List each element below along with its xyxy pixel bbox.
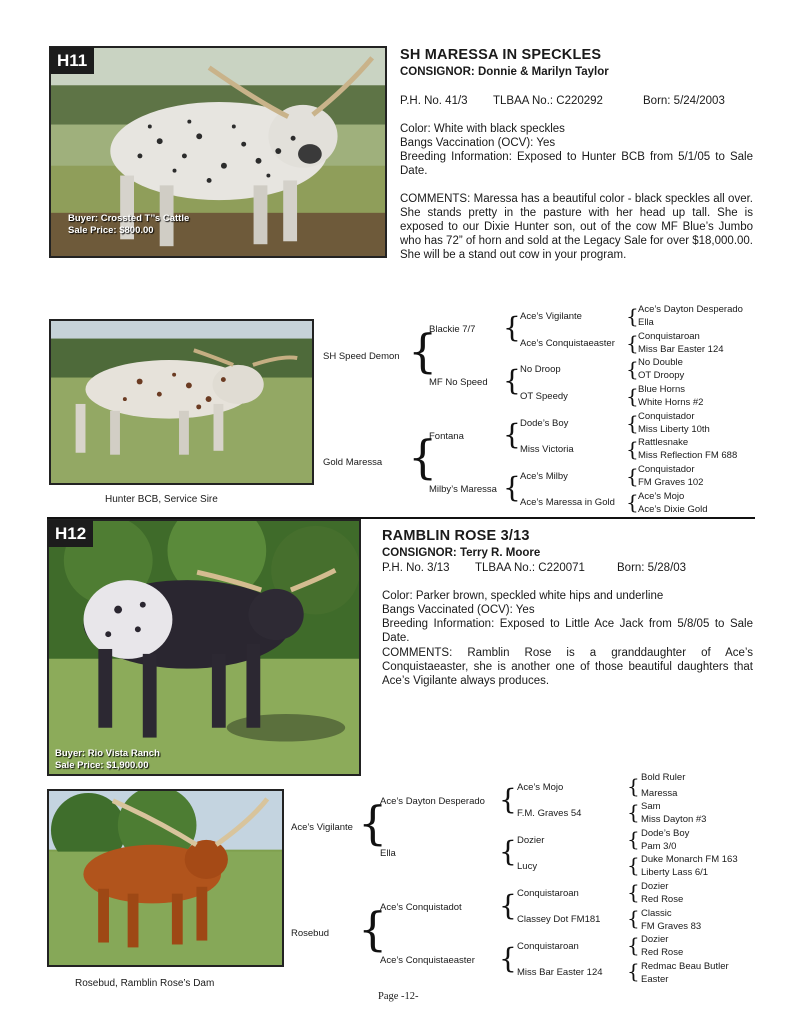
h11-brace-g3-2: {: [626, 357, 639, 381]
h11-ped-g3-5: Miss Victoria: [520, 444, 574, 455]
h12-ped-g4-10: Classic: [641, 908, 672, 919]
h12-ped-g4-1: Maressa: [641, 788, 678, 799]
h11-ped-g3-2: No Droop: [520, 364, 561, 375]
h11-ped-g4-10: Rattlesnake: [638, 437, 689, 448]
h11-consignor: CONSIGNOR: Donnie & Marilyn Taylor: [400, 66, 609, 78]
h11-ped-g4-5: OT Droopy: [638, 370, 685, 381]
h12-lot-badge: H12: [48, 520, 93, 547]
h12-brace-g2-2: {: [499, 889, 517, 922]
h11-ped-g2-2: Fontana: [429, 431, 464, 442]
h11-brace-g2-2: {: [503, 418, 521, 451]
h11-title: SH MARESSA IN SPECKLES: [400, 47, 602, 63]
h11-ped-g2-3: Milby’s Maressa: [429, 484, 497, 495]
h12-color: Color: Parker brown, speckled white hips and underline: [382, 590, 664, 602]
h12-ped-g4-9: Red Rose: [641, 894, 684, 905]
h12-brace-g3-0: {: [627, 774, 640, 798]
h11-brace-g2-3: {: [503, 471, 521, 504]
h12-ped-g3-0: Ace’s Mojo: [517, 782, 564, 793]
h12-ped-g4-11: FM Graves 83: [641, 921, 702, 932]
hunter-bcb-caption: Hunter BCB, Service Sire: [105, 494, 218, 505]
h12-ped-g2-2: Ace’s Conquistadot: [380, 902, 462, 913]
h12-ped-g2-1: Ella: [380, 848, 396, 859]
h11-ped-g1-1: Gold Maressa: [323, 457, 383, 468]
h12-ped-g3-6: Conquistaroan: [517, 941, 579, 952]
h12-consignor: CONSIGNOR: Terry R. Moore: [382, 547, 541, 559]
h12-ped-g3-5: Classey Dot FM181: [517, 914, 601, 925]
h12-ped-g3-7: Miss Bar Easter 124: [517, 967, 603, 978]
page-number: Page -12-: [378, 991, 419, 1002]
h11-brace-g1-top: {: [408, 324, 438, 378]
h11-brace-g3-7: {: [626, 490, 639, 514]
h12-comments: COMMENTS: Ramblin Rose is a granddaughter of Ace’s Conquistaeaster, she is another one of those beautiful daughters that Ace’s Vigilante always produces.: [382, 647, 753, 687]
h12-ped-g4-15: Easter: [641, 974, 669, 985]
h11-ped-g4-2: Conquistaroan: [638, 331, 700, 342]
h12-ped-g4-3: Miss Dayton #3: [641, 814, 707, 825]
h11-ped-g3-3: OT Speedy: [520, 391, 568, 402]
h12-buyer: Buyer: Rio Vista Ranch: [55, 748, 160, 759]
h11-ped-g4-12: Conquistador: [638, 464, 695, 475]
h12-ped-g4-5: Pam 3/0: [641, 841, 677, 852]
h11-ped-g1-0: SH Speed Demon: [323, 351, 400, 362]
h12-breeding-info: Breeding Information: Exposed to Little Ace Jack from 5/8/05 to Sale Date.: [382, 618, 753, 644]
h12-ped-g3-4: Conquistaroan: [517, 888, 579, 899]
h11-brace-g3-6: {: [626, 464, 639, 488]
h12-ped-g1-1: Rosebud: [291, 928, 330, 939]
h12-brace-g3-4: {: [627, 880, 640, 904]
h12-brace-g3-6: {: [627, 933, 640, 957]
h11-brace-g3-1: {: [626, 331, 639, 355]
h12-ped-g4-4: Dode’s Boy: [641, 828, 690, 839]
hunter-bcb-photo-image: [51, 321, 312, 483]
h12-brace-g3-5: {: [627, 906, 640, 930]
h11-ph-number: P.H. No. 41/3: [400, 95, 468, 107]
h11-ped-g4-4: No Double: [638, 357, 683, 368]
h11-ped-g4-15: Ace’s Dixie Gold: [638, 504, 708, 515]
h12-ph-number: P.H. No. 3/13: [382, 562, 450, 574]
h11-ped-g4-7: White Horns #2: [638, 397, 704, 408]
h11-tlbaa-number: TLBAA No.: C220292: [493, 95, 603, 107]
rosebud-caption: Rosebud, Ramblin Rose’s Dam: [75, 978, 215, 989]
h11-ped-g4-13: FM Graves 102: [638, 477, 704, 488]
h11-brace-g3-4: {: [626, 411, 639, 435]
h11-ped-g4-9: Miss Liberty 10th: [638, 424, 710, 435]
h11-buyer: Buyer: Crossted T’’s Cattle: [68, 213, 190, 224]
h11-breeding-info: Breeding Information: Exposed to Hunter BCB from 5/1/05 to Sale Date.: [400, 151, 753, 177]
h12-born: Born: 5/28/03: [617, 562, 687, 574]
rosebud-photo: [47, 789, 284, 967]
h12-ped-g4-13: Red Rose: [641, 947, 684, 958]
h11-ped-g4-3: Miss Bar Easter 124: [638, 344, 724, 355]
h12-ped-g4-0: Bold Ruler: [641, 772, 686, 783]
h11-comments: COMMENTS: Maressa has a beautiful color - black speckles all over. She stands pretty in the pasture with her head up tall. She is exposed to our Dixie Hunter son, out of the cow MF Blue’s Jumbo who has 72” of horn and sold at the Legacy Sale for over $18,000.00. She will be a stand out cow in your program.: [400, 193, 753, 261]
h12-ped-g1-0: Ace’s Vigilante: [291, 822, 353, 833]
h11-ped-g2-1: MF No Speed: [429, 377, 488, 388]
h11-brace-g1-bottom: {: [408, 430, 438, 484]
h11-brace-g3-3: {: [626, 384, 639, 408]
h11-brace-g2-0: {: [503, 311, 521, 344]
h11-ped-g3-4: Dode’s Boy: [520, 418, 569, 429]
h12-brace-g1-top: {: [358, 796, 388, 850]
h12-ped-g4-6: Duke Monarch FM 163: [641, 854, 738, 865]
h12-ped-g2-0: Ace’s Dayton Desperado: [380, 796, 485, 807]
hunter-bcb-photo: [49, 319, 314, 485]
h12-ped-g4-2: Sam: [641, 801, 661, 812]
h11-color: Color: White with black speckles: [400, 123, 565, 135]
h12-brace-g1-bottom: {: [358, 902, 388, 956]
h12-brace-g3-3: {: [627, 853, 640, 877]
h11-bangs: Bangs Vaccination (OCV): Yes: [400, 137, 556, 149]
h12-cow-photo: [47, 519, 361, 776]
h12-ped-g2-3: Ace’s Conquistaeaster: [380, 955, 475, 966]
h11-ped-g4-14: Ace’s Mojo: [638, 491, 685, 502]
h12-ped-g3-3: Lucy: [517, 861, 538, 872]
h12-cow-photo-image: [49, 521, 359, 774]
h11-ped-g3-0: Ace’s Vigilante: [520, 311, 582, 322]
h11-ped-g4-8: Conquistador: [638, 411, 695, 422]
h12-ped-g4-7: Liberty Lass 6/1: [641, 867, 709, 878]
h12-brace-g3-7: {: [627, 959, 640, 983]
h12-tlbaa-number: TLBAA No.: C220071: [475, 562, 585, 574]
h12-ped-g4-14: Redmac Beau Butler: [641, 961, 729, 972]
rosebud-photo-image: [49, 791, 282, 965]
h11-ped-g4-0: Ace’s Dayton Desperado: [638, 304, 743, 315]
h11-born: Born: 5/24/2003: [643, 95, 725, 107]
h11-ped-g2-0: Blackie 7/7: [429, 324, 476, 335]
h12-ped-g3-1: F.M. Graves 54: [517, 808, 582, 819]
h11-brace-g3-5: {: [626, 437, 639, 461]
h11-ped-g4-6: Blue Horns: [638, 384, 685, 395]
h12-brace-g3-2: {: [627, 827, 640, 851]
h12-brace-g2-1: {: [499, 835, 517, 868]
h12-title: RAMBLIN ROSE 3/13: [382, 528, 530, 544]
h11-ped-g3-6: Ace’s Milby: [520, 471, 568, 482]
h11-lot-badge: H11: [50, 47, 94, 74]
h11-brace-g3-0: {: [626, 304, 639, 328]
h11-ped-g4-1: Ella: [638, 317, 654, 328]
h12-sale-price: Sale Price: $1,900.00: [55, 760, 149, 771]
h12-brace-g2-0: {: [499, 783, 517, 816]
h12-bangs: Bangs Vaccinated (OCV): Yes: [382, 604, 535, 616]
h11-brace-g2-1: {: [503, 364, 521, 397]
h12-brace-g3-1: {: [627, 800, 640, 824]
h12-ped-g4-8: Dozier: [641, 881, 669, 892]
h12-ped-g4-12: Dozier: [641, 934, 669, 945]
h12-brace-g2-3: {: [499, 942, 517, 975]
h12-ped-g3-2: Dozier: [517, 835, 545, 846]
h11-ped-g3-1: Ace’s Conquistaeaster: [520, 338, 615, 349]
h11-sale-price: Sale Price: $800.00: [68, 225, 154, 236]
h11-ped-g3-7: Ace’s Maressa in Gold: [520, 497, 615, 508]
h11-ped-g4-11: Miss Reflection FM 688: [638, 450, 738, 461]
